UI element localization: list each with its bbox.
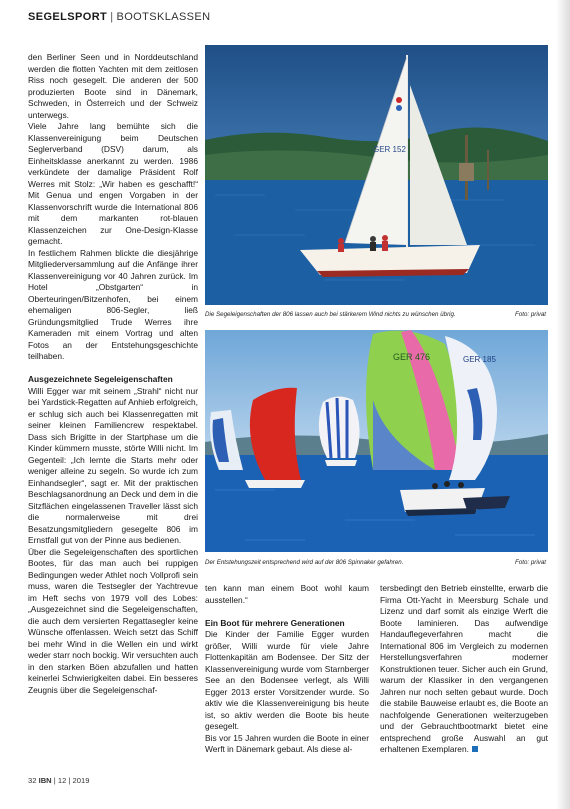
header-rubric: SEGELSPORT bbox=[28, 11, 108, 23]
article-column-3 bbox=[380, 583, 548, 756]
header-separator: | bbox=[110, 11, 114, 23]
section-heading: Ausgezeichnete Segeleigenschaften bbox=[28, 374, 173, 384]
sail-number-text: GER 152 bbox=[373, 145, 406, 154]
end-of-article-square-icon bbox=[472, 746, 478, 752]
page-number: 32 bbox=[28, 776, 37, 785]
spinnaker-sail-number-left: GER 476 bbox=[393, 352, 431, 362]
spinnaker-photo bbox=[205, 330, 548, 552]
page-footer: 32 IBN | 12 | 2019 bbox=[28, 776, 90, 785]
paragraph: Die Kinder der Familie Egger wurden größer, Willi wurde für viele Jahre Flottenkapitän am Bodensee. Der Sitz der Klassenvereinigung wurde vom Starnberger See an den Bodensee verlegt, als Willi Egger 2013 erster Vorsitzender wurde. So aktiv wie die Klassenvereinigung bis heute ist, so aktiv werden die Boote bis heute gesegelt. bbox=[205, 629, 369, 731]
magazine-name: IBN bbox=[38, 776, 52, 785]
issue-year: 2019 bbox=[72, 776, 90, 785]
paragraph: Über die Segeleigenschaften des sportlichen Bootes, für das man auch bei ruppigen Bedingungen weder Athlet noch Vollprofi sein muss, waren die Testsegler der Yachtrevue im Heft sechs von 1979 voll des Lobes: „Ausgezeichnet sind die Segeleigenschaften, die auch dem versierten Regattasegler keine Wünsche offenlassen. Weich setzt das Schiff bei mehr Wind in die Wellen ein und wirkt weder starr noch bockig. Wir versuchten auch in den starken Böen abzufallen und hatten keinerlei Schwierigkeiten dabei. Ein besseres Zeugnis über die Segeleigenschaf- bbox=[28, 546, 198, 695]
photo-caption: Der Entstehungszeit entsprechend wird auf der 806 Spinnaker gefahren. bbox=[205, 559, 404, 566]
photo-credit: Foto: privat bbox=[515, 559, 546, 566]
photo-credit: Foto: privat bbox=[515, 311, 546, 318]
paragraph: ten kann man einem Boot wohl kaum ausstellen.“ bbox=[205, 583, 369, 605]
page-header bbox=[28, 11, 211, 23]
header-topic: BOOTSKLASSEN bbox=[116, 11, 211, 23]
issue-number: 12 bbox=[57, 776, 67, 785]
article-column-2 bbox=[205, 583, 369, 756]
spinnaker-sail-number-right: GER 185 bbox=[463, 355, 496, 364]
paragraph: In festlichem Rahmen blickte die diesjährige Mitgliederversammlung auf die Anfänge ihrer Klassenvereinigung vor 40 Jahren zurück. Im Hotel „Obstgarten“ in Oberteuringen/Bitzenhofen, bei einem ehemaligen 806-Segler, ließ Gründungsmitglied Trude Werres ihre Kameraden mit einem Vortrag und alten Fotos an der Entstehungsgeschichte teilhaben. bbox=[28, 247, 198, 361]
sailboat-photo bbox=[205, 45, 548, 305]
paragraph: Viele Jahre lang bemühte sich die Klassenvereinigung beim Deutschen Seglerverband (DSV) darum, als Einheitsklasse anerkannt zu werden. 1986 verkündete der damalige Präsident Rolf Werres mit Stolz: „Wir haben es geschafft!“ Mit Genua und engen Vorgaben in der Klassenvorschrift wurde die International 806 mit dem markanten rot-blauen Klassenzeichen zur One-Design-Klasse gemacht. bbox=[28, 121, 198, 246]
photo-caption: Die Segeleigenschaften der 806 lassen auch bei stärkerem Wind nichts zu wünschen übrig. bbox=[205, 311, 456, 318]
page-gutter-shadow bbox=[556, 0, 570, 809]
article-column-1 bbox=[28, 52, 198, 696]
paragraph bbox=[380, 583, 548, 756]
paragraph: Willi Egger war mit seinem „Strahl“ nicht nur bei Yardstick-Regatten auf Anhieb erfolgreich, er schlug sich auch bei Klassenregatten mit seiner kleinen Familiencrew respektabel. Dass sich Brigitte in der Startphase um die Kinder kümmern musste, störte Willi nicht. Im Gegenteil: „Ich lernte die Starts mehr oder weniger alleine zu segeln. So wurde ich zum Einhandsegler“, sagt er. Mit der praktischen Beschlagsanordnung an Deck und dem in die Sitzflächen eingelassenen Traveller lässt sich die normalerweise mit drei Besatzungsmitgliedern gesegelte 806 im Ernstfall gut von der Pinne aus bedienen. bbox=[28, 385, 198, 545]
paragraph: Bis vor 15 Jahren wurden die Boote in einer Werft in Dänemark gebaut. Als diese al- bbox=[205, 732, 369, 754]
paragraph: den Berliner Seen und in Norddeutschland werden die flotten Yachten mit dem zeitlosen Riss noch gesegelt. Die anderen der 500 produzierten Boote sind in Dänemark, Schweden, in Österreich und der Schweiz unterwegs. bbox=[28, 52, 198, 120]
section-heading: Ein Boot für mehrere Generationen bbox=[205, 617, 345, 628]
paragraph-text: tersbedingt den Betrieb einstellte, erwarb die Firma Ott-Yacht in Meersburg Schale und Lizenz und darf somit als einzige Werft die Boote laminieren. Das aufwendige Handauflegeverfahren macht die International 806 im Vergleich zu modernen Herstellungsverfahren moderner Konstruktionen teuer. Sicher auch ein Grund, warum der Klassiker in den vergangenen Jahren nur noch selten gebaut wurde. Doch die stabile Bauweise erlaubt es, die Boote an nachfolgende Generationen weiterzugeben und der Gebrauchtbootmarkt bietet eine entsprechend große Auswahl an gut erhaltenen Exemplaren. bbox=[380, 583, 548, 754]
